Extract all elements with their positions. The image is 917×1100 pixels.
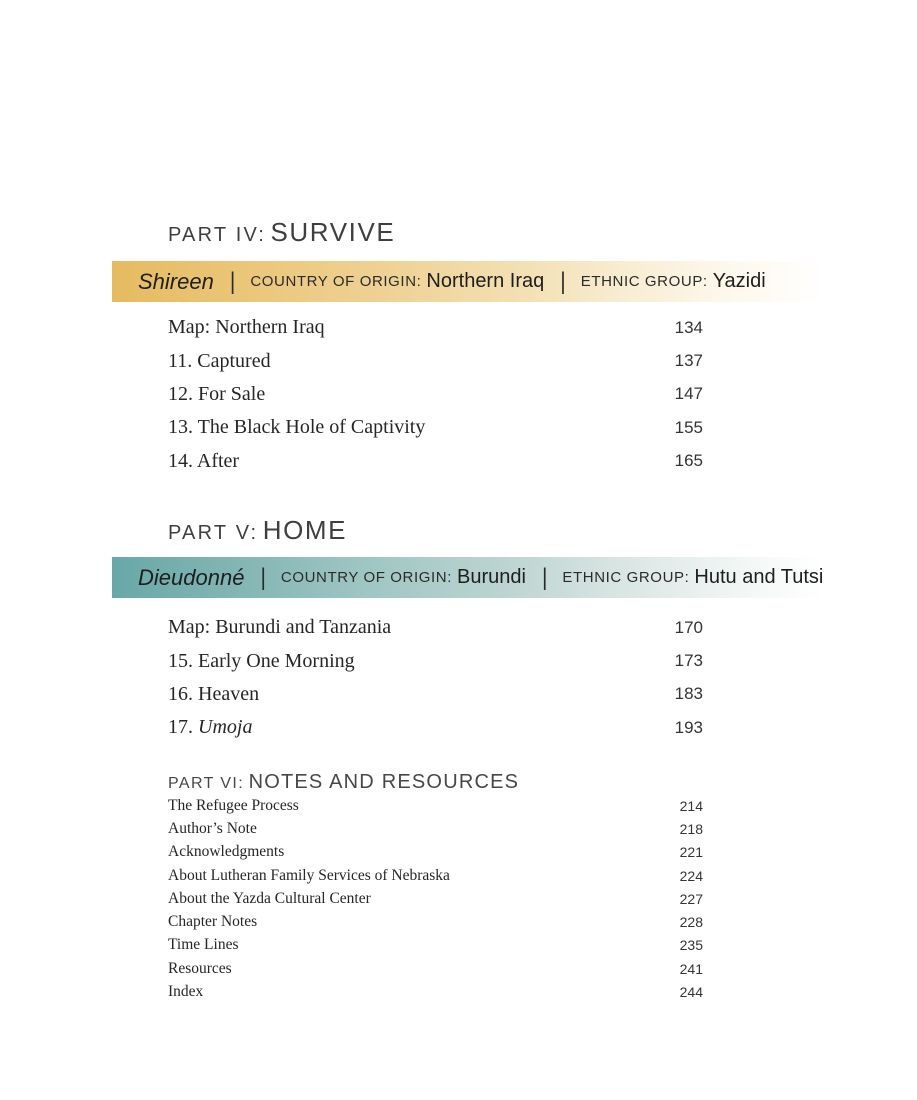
entry-title: About the Yazda Cultural Center <box>168 889 371 907</box>
part6-label: PART VI: <box>168 775 245 792</box>
toc-row <box>168 678 703 711</box>
entry-title: Map: Burundi and Tanzania <box>168 616 392 639</box>
entry-page-number: 147 <box>674 384 703 404</box>
person-name: Shireen <box>138 268 214 294</box>
toc-row <box>168 344 703 377</box>
entry-page-number: 218 <box>679 820 703 837</box>
toc-row <box>168 957 703 980</box>
toc-row <box>168 817 703 840</box>
entry-title: 15. Early One Morning <box>168 649 355 672</box>
entry-title-italic: Umoja <box>198 716 253 739</box>
toc-row <box>168 445 703 478</box>
entry-page-number: 183 <box>674 684 703 704</box>
entry-page-number: 221 <box>679 844 703 861</box>
part5-toc-list <box>168 611 703 745</box>
entry-title: Index <box>168 983 204 1001</box>
entry-title: About Lutheran Family Services of Nebraska <box>168 866 450 884</box>
entry-title: 14. After <box>168 449 240 472</box>
entry-page-number: 224 <box>679 867 703 884</box>
entry-title: Chapter Notes <box>168 913 258 931</box>
ethnic-label: ETHNIC GROUP: <box>562 569 690 586</box>
part6-heading <box>168 772 519 792</box>
toc-row <box>168 887 703 910</box>
entry-page-number: 134 <box>674 317 703 337</box>
entry-page-number: 155 <box>674 417 703 437</box>
part5-title: HOME <box>262 515 348 545</box>
toc-row <box>168 980 703 1003</box>
pipe-separator: | <box>541 563 548 591</box>
toc-row <box>168 841 703 864</box>
part5-label: PART V: <box>168 522 259 544</box>
entry-title: 12. For Sale <box>168 382 266 405</box>
part5-heading <box>168 517 347 543</box>
entry-title: Author’s Note <box>168 819 257 837</box>
entry-page-number: 165 <box>674 451 703 471</box>
entry-title: Time Lines <box>168 936 239 954</box>
pipe-separator: | <box>260 563 266 591</box>
ethnic-label: ETHNIC GROUP: <box>580 273 708 290</box>
entry-page-number: 244 <box>679 984 703 1001</box>
entry-page-number: 137 <box>674 351 703 371</box>
toc-row <box>168 311 703 344</box>
entry-title: 11. Captured <box>168 349 271 372</box>
pipe-separator: | <box>560 267 566 295</box>
entry-page-number: 193 <box>674 717 703 737</box>
toc-row <box>168 910 703 933</box>
pipe-separator: | <box>229 267 236 295</box>
toc-row <box>168 864 703 887</box>
toc-row <box>168 411 703 444</box>
origin-value: Burundi <box>457 566 526 588</box>
toc-row <box>168 934 703 957</box>
toc-row <box>168 611 703 644</box>
part6-title: NOTES AND RESOURCES <box>248 771 520 793</box>
person-name: Dieudonné <box>138 564 245 590</box>
dieudonne-profile-banner <box>112 557 824 598</box>
entry-title: The Refugee Process <box>168 796 299 814</box>
entry-title: Acknowledgments <box>168 843 285 861</box>
ethnic-value: Yazidi <box>712 270 766 292</box>
toc-row <box>168 711 703 744</box>
origin-value: Northern Iraq <box>426 270 545 292</box>
entry-page-number: 214 <box>679 797 703 814</box>
part4-label: PART IV: <box>168 224 267 246</box>
shireen-profile-banner <box>112 261 824 302</box>
entry-page-number: 173 <box>674 651 703 671</box>
entry-title: 13. The Black Hole of Captivity <box>168 416 426 439</box>
entry-page-number: 228 <box>679 914 703 931</box>
entry-page-number: 235 <box>679 937 703 954</box>
entry-page-number: 241 <box>679 960 703 977</box>
entry-page-number: 170 <box>674 617 703 637</box>
entry-title: Map: Northern Iraq <box>168 316 325 339</box>
part4-toc-list <box>168 311 703 478</box>
entry-title: Resources <box>168 959 232 977</box>
toc-row <box>168 644 703 677</box>
entry-title: 16. Heaven <box>168 682 260 705</box>
entry-page-number: 227 <box>679 890 703 907</box>
part4-heading <box>168 219 395 245</box>
part6-toc-list <box>168 794 703 1004</box>
origin-label: COUNTRY OF ORIGIN: <box>280 569 452 586</box>
part4-title: SURVIVE <box>270 217 396 247</box>
entry-title-prefix: 17. <box>168 716 198 739</box>
ethnic-value: Hutu and Tutsi <box>694 566 824 588</box>
entry-title <box>168 716 252 739</box>
origin-label: COUNTRY OF ORIGIN: <box>250 273 422 290</box>
toc-row <box>168 794 703 817</box>
toc-row <box>168 378 703 411</box>
